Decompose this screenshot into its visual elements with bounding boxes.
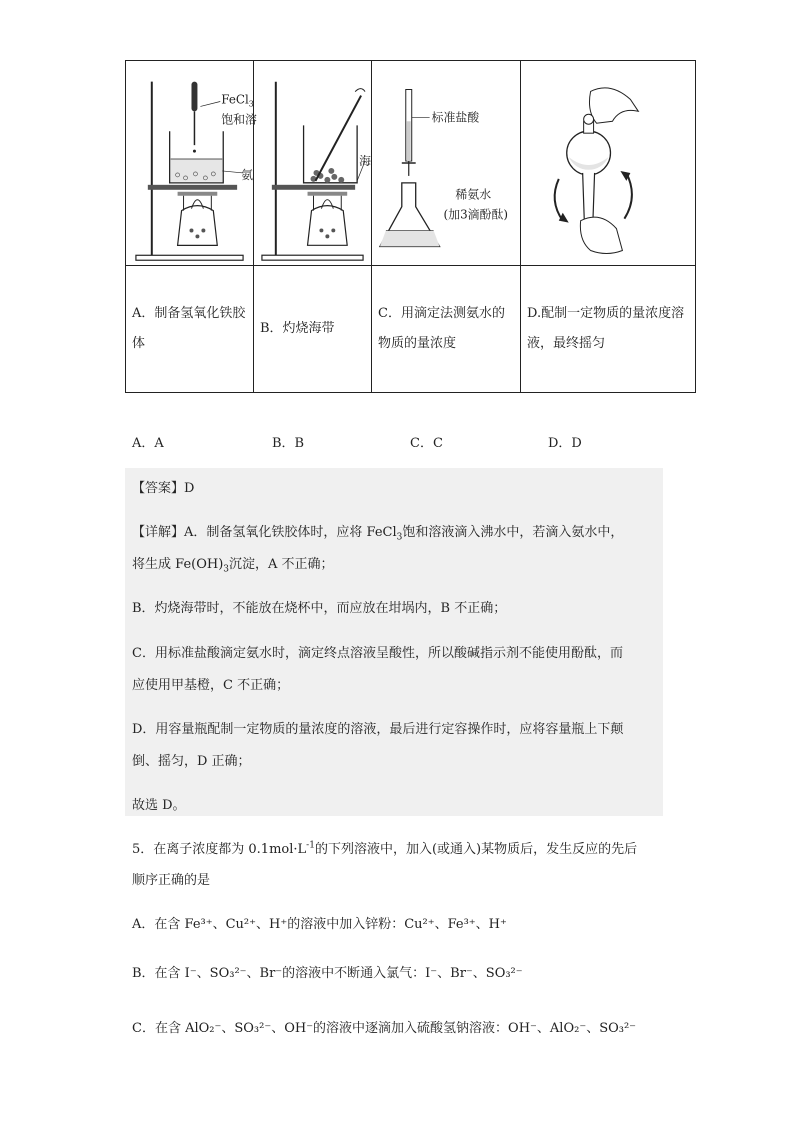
option-c[interactable]: C．C [410, 436, 443, 451]
caption-c: C．用滴定法测氨水的物质的量浓度 [372, 266, 521, 393]
figure-c-cell [372, 61, 521, 266]
answer-options [132, 432, 652, 452]
detail-c-line1: C．用标准盐酸滴定氨水时，滴定终点溶液呈酸性，所以酸碱指示剂不能使用酚酞，而 [132, 646, 623, 661]
question5-option-c[interactable]: C．在含 AlO₂⁻、SO₃²⁻、OH⁻的溶液中逐滴加入硫酸氢钠溶液：OH⁻、AlO₂⁻、SO₃²⁻ [132, 1021, 637, 1036]
detail-d-line1: D．用容量瓶配制一定物质的量浓度的溶液，最后进行定容操作时，应将容量瓶上下颠 [132, 722, 624, 737]
option-d[interactable]: D．D [548, 436, 582, 451]
question5-option-a[interactable]: A．在含 Fe³⁺、Cu²⁺、H⁺的溶液中加入锌粉：Cu²⁺、Fe³⁺、H⁺ [132, 917, 507, 932]
label-fecl3: FeCl$_3$ [221, 92, 254, 109]
answer-line: 【答案】D [132, 481, 195, 496]
figure-d-apparatus [521, 61, 695, 265]
apparatus-figure-table [125, 60, 696, 393]
detail-a-line1: 【详解】A．制备氢氧化铁胶体时，应将 FeCl$_3$饱和溶液滴入沸水中，若滴入氨水中， [132, 525, 624, 543]
label-ammonia: 氨 [241, 167, 253, 182]
figure-c-apparatus [372, 61, 520, 265]
question5-stem-line2: 顺序正确的是 [132, 873, 211, 888]
detail-b-line: B．灼烧海带时，不能放在烧杯中，而应放在坩埚内，B 不正确； [132, 601, 507, 616]
label-seaweed: 海 [359, 153, 371, 168]
figure-b-apparatus [254, 61, 371, 265]
option-b[interactable]: B．B [272, 436, 305, 451]
caption-a: A．制备氢氧化铁胶体 [126, 266, 254, 393]
detail-a-line2: 将生成 $Fe(OH)_3$沉淀，A 不正确； [132, 557, 334, 575]
figure-a-apparatus [126, 61, 257, 265]
figure-d-cell [521, 61, 696, 266]
label-dilute-ammonia: 稀氨水 [455, 187, 492, 202]
option-a[interactable]: A．A [132, 436, 164, 451]
question5-option-b[interactable]: B．在含 I⁻、SO₃²⁻、Br⁻的溶液中不断通入氯气：I⁻、Br⁻、SO₃²⁻ [132, 966, 523, 981]
caption-d: D.配制一定物质的量浓度溶液，最终摇匀 [521, 266, 696, 393]
label-phenolphthalein: (加3滴酚酞) [443, 207, 509, 222]
label-standard-hcl: 标准盐酸 [431, 110, 480, 125]
detail-d-line2: 倒、摇匀，D 正确； [132, 754, 251, 769]
conclusion-line: 故选 D。 [132, 798, 186, 813]
label-saturated: 饱和溶 [221, 112, 257, 127]
figure-b-cell [254, 61, 372, 266]
detail-c-line2: 应使用甲基橙，C 不正确； [132, 678, 290, 693]
caption-b: B．灼烧海带 [254, 266, 372, 393]
question5-stem-line1: 5．在离子浓度都为 $0.1mol\cdot L^{-1}$的下列溶液中，加入(或通入)某物质后，发生反应的先后 [132, 840, 638, 857]
figure-a-cell [126, 61, 257, 266]
